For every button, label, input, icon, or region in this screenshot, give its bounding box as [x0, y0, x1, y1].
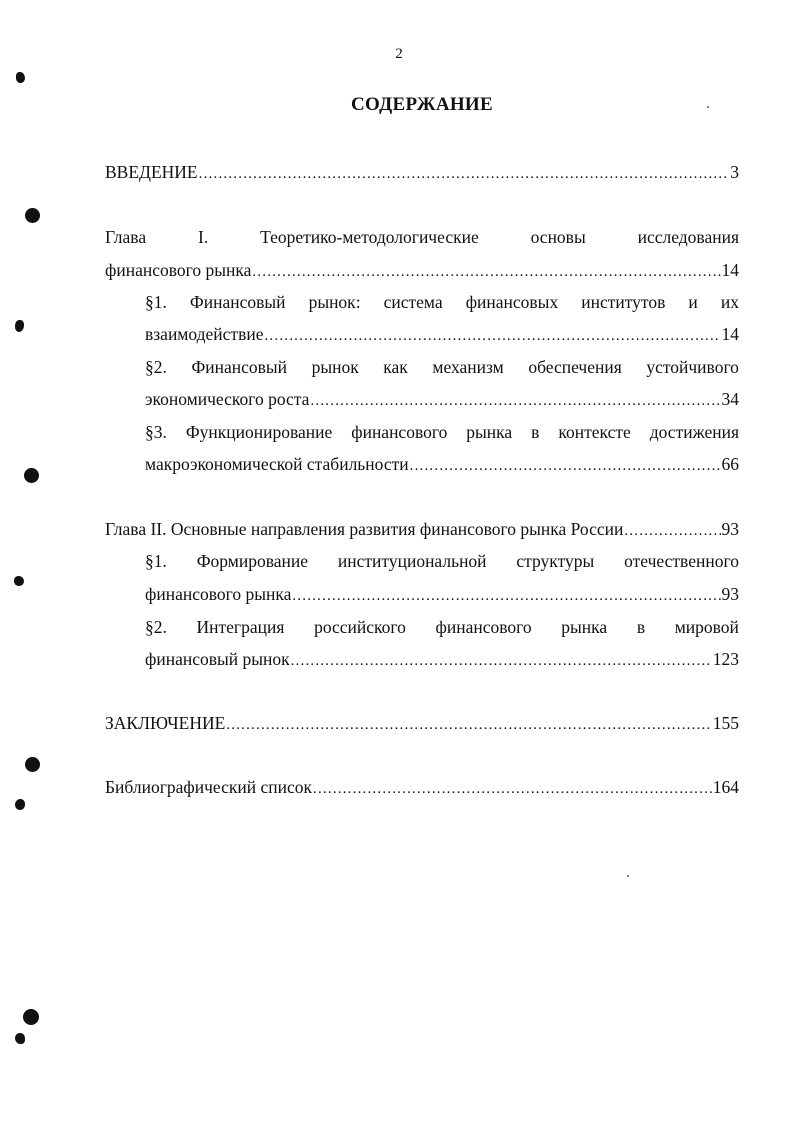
toc-word: Финансовый: [189, 292, 286, 312]
toc-ch2-section-1-line1[interactable]: [145, 549, 739, 573]
toc-entry-label: финансовый рынок: [145, 649, 290, 669]
toc-leader-dots: [310, 389, 720, 413]
toc-page-number: 123: [712, 649, 739, 669]
toc-word: устойчивого: [646, 357, 739, 377]
toc-entry-label: финансового рынка: [105, 260, 252, 280]
toc-leader-dots: [199, 162, 730, 186]
toc-word: институтов: [581, 292, 666, 312]
scan-speck: [707, 106, 709, 108]
toc-leader-dots: [624, 519, 720, 543]
toc-entry-label: макроэкономической стабильности: [145, 454, 409, 474]
toc-entry-intro[interactable]: [105, 160, 739, 184]
toc-word: §1.: [145, 292, 167, 312]
toc-word: мировой: [674, 617, 739, 637]
toc-word: институциональной: [337, 551, 487, 571]
toc-word: I.: [198, 227, 209, 247]
toc-page-number: 93: [721, 519, 739, 539]
toc-page-number: 14: [721, 260, 739, 280]
toc-ch2-section-2-line1[interactable]: [145, 615, 739, 639]
toc-word: Интеграция: [196, 617, 285, 637]
toc-word: финансового: [435, 617, 532, 637]
toc-word: в: [636, 617, 646, 637]
toc-word: отечественного: [624, 551, 739, 571]
toc-ch1-section-2-line2[interactable]: [145, 387, 739, 411]
toc-ch2-section-2-line2[interactable]: [145, 647, 739, 671]
toc-word: финансовых: [465, 292, 559, 312]
toc-entry-label: Библиографический список: [105, 777, 313, 797]
toc-word: рынок:: [308, 292, 361, 312]
toc-word: их: [720, 292, 739, 312]
toc-entry-conclusion[interactable]: [105, 711, 739, 735]
toc-word: как: [383, 357, 408, 377]
binder-mark: [15, 320, 24, 332]
page-number: 2: [395, 46, 403, 62]
toc-word: Теоретико-методологические: [260, 227, 479, 247]
toc-entry-label: финансового рынка: [145, 584, 292, 604]
toc-word: рынок: [311, 357, 359, 377]
toc-word: Формирование: [196, 551, 309, 571]
scan-speck: [627, 875, 629, 877]
toc-word: Глава: [105, 227, 147, 247]
toc-word: обеспечения: [528, 357, 622, 377]
toc-word: механизм: [432, 357, 504, 377]
toc-word: §1.: [145, 551, 167, 571]
toc-entry-label: взаимодействие: [145, 324, 264, 344]
toc-chapter-1-line1[interactable]: [105, 225, 739, 249]
binder-mark: [15, 799, 25, 810]
toc-chapter-1-line2[interactable]: [105, 258, 739, 282]
binder-hole: [24, 468, 39, 483]
binder-mark: [15, 1033, 25, 1044]
toc-leader-dots: [313, 777, 712, 801]
toc-entry-label: ВВЕДЕНИЕ: [105, 162, 198, 182]
toc-word: финансового: [351, 422, 448, 442]
toc-entry-label: ЗАКЛЮЧЕНИЕ: [105, 713, 226, 733]
binder-hole: [25, 208, 40, 223]
toc-word: основы: [530, 227, 586, 247]
toc-word: контексте: [558, 422, 631, 442]
toc-page-number: 3: [730, 162, 739, 182]
page-title: СОДЕРЖАНИЕ: [351, 94, 493, 115]
binder-hole: [25, 757, 40, 772]
toc-page-number: 155: [712, 713, 739, 733]
toc-word: рынка: [466, 422, 513, 442]
toc-word: исследования: [637, 227, 739, 247]
toc-entry-label: экономического роста: [145, 389, 310, 409]
toc-word: российского: [314, 617, 406, 637]
toc-leader-dots: [226, 713, 711, 737]
toc-page-number: 93: [721, 584, 739, 604]
binder-mark: [14, 576, 24, 586]
toc-ch1-section-3-line2[interactable]: [145, 452, 739, 476]
toc-word: достижения: [649, 422, 739, 442]
toc-ch1-section-2-line1[interactable]: [145, 355, 739, 379]
binder-hole: [23, 1009, 39, 1025]
toc-ch1-section-1-line2[interactable]: [145, 322, 739, 346]
toc-leader-dots: [292, 584, 720, 608]
toc-page-number: 66: [721, 454, 739, 474]
toc-word: §2.: [145, 617, 167, 637]
toc-ch1-section-3-line1[interactable]: [145, 420, 739, 444]
toc-leader-dots: [264, 324, 720, 348]
toc-word: рынка: [561, 617, 608, 637]
toc-word: в: [531, 422, 540, 442]
toc-word: Функционирование: [185, 422, 333, 442]
toc-leader-dots: [252, 260, 720, 284]
toc-word: и: [688, 292, 698, 312]
toc-word: §2.: [145, 357, 167, 377]
toc-ch2-section-1-line2[interactable]: [145, 582, 739, 606]
toc-leader-dots: [291, 649, 712, 673]
binder-mark: [16, 72, 25, 83]
toc-leader-dots: [410, 454, 721, 478]
toc-page-number: 34: [721, 389, 739, 409]
toc-word: структуры: [516, 551, 595, 571]
toc-page-number: 14: [721, 324, 739, 344]
toc-word: §3.: [145, 422, 167, 442]
toc-entry-bibliography[interactable]: [105, 775, 739, 799]
toc-word: Финансовый: [191, 357, 288, 377]
toc-page-number: 164: [712, 777, 739, 797]
toc-chapter-2[interactable]: [105, 517, 739, 541]
toc-entry-label: Глава II. Основные направления развития финансового рынка России: [105, 519, 624, 539]
toc-word: система: [383, 292, 443, 312]
toc-ch1-section-1-line1[interactable]: [145, 290, 739, 314]
